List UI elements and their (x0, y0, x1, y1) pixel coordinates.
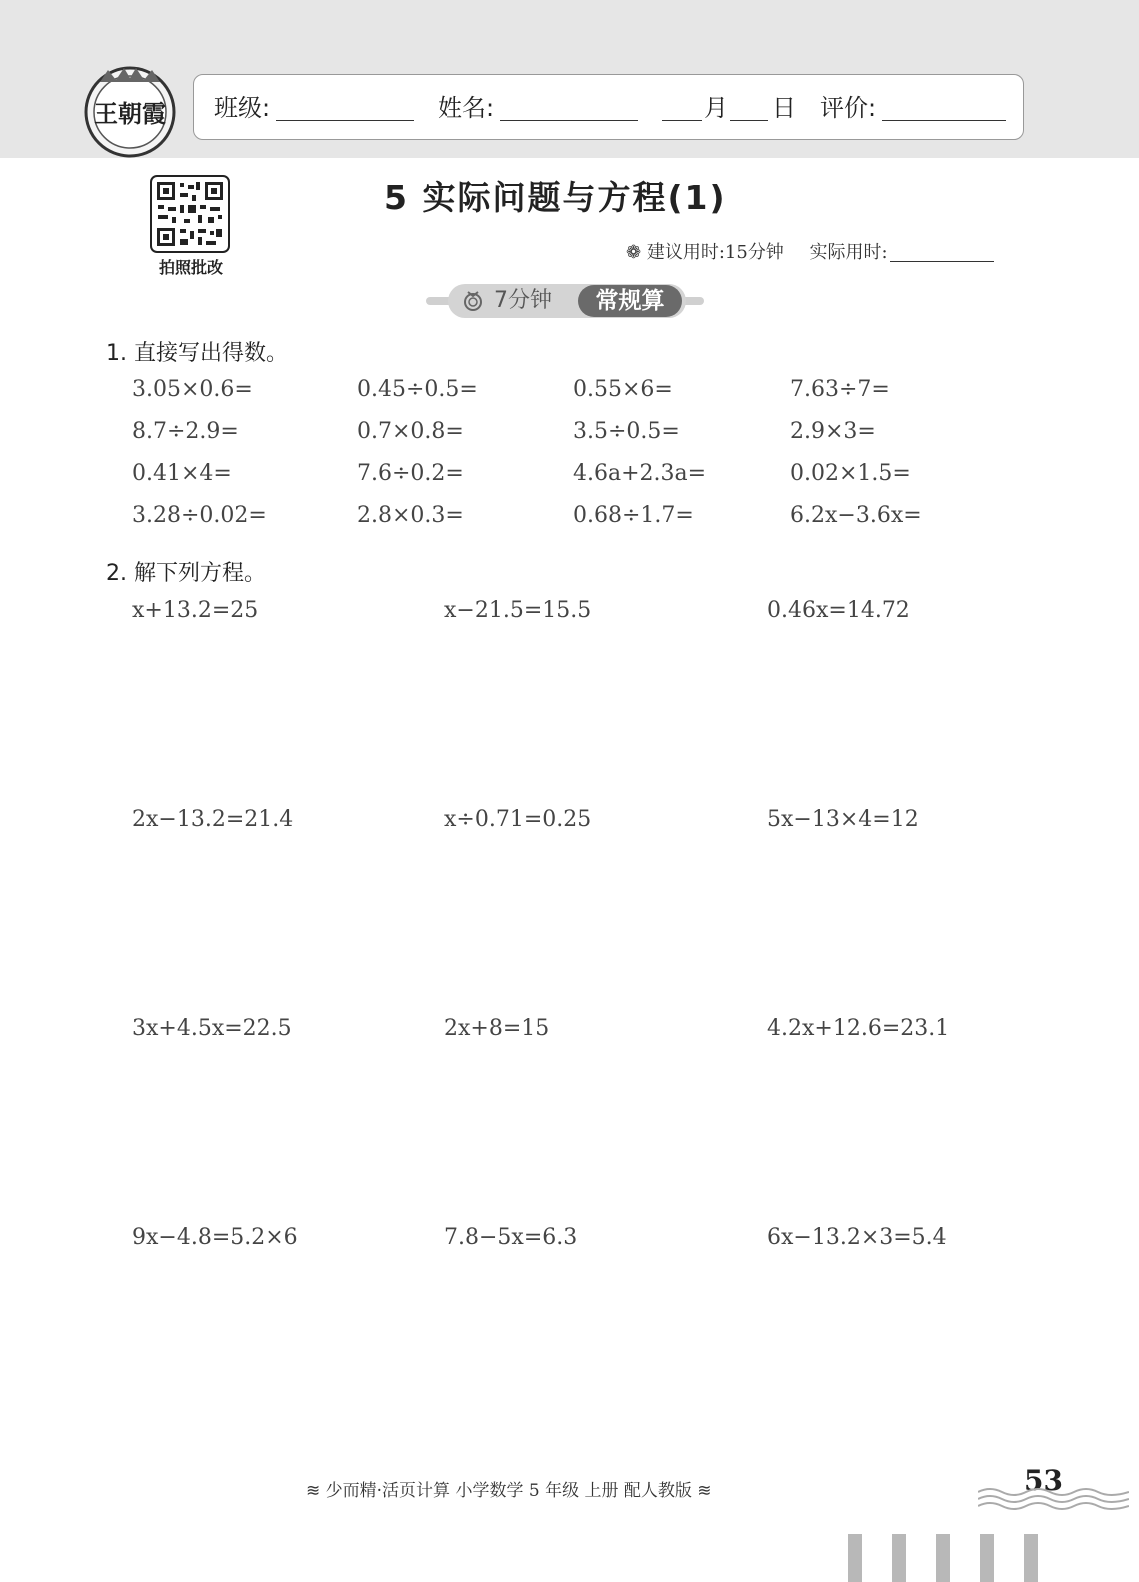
q1-item: 2.9×3= (790, 419, 876, 444)
wave-decoration-icon (978, 1484, 1129, 1514)
class-field[interactable] (276, 120, 414, 121)
q1-item: 6.2x−3.6x= (790, 503, 922, 528)
month-label: 月 (704, 94, 728, 122)
q1-item: 3.5÷0.5= (573, 419, 680, 444)
q1-item: 8.7÷2.9= (132, 419, 239, 444)
q2-equation: 5x−13×4=12 (767, 807, 919, 832)
footer-text: ≋ 少而精·活页计算 小学数学 5 年级 上册 配人教版 ≋ (306, 1481, 712, 1501)
q1-item: 0.7×0.8= (357, 419, 464, 444)
clock-icon: ❁ (626, 242, 642, 263)
class-label: 班级: (214, 94, 271, 122)
page-number: 53 (1024, 1464, 1063, 1497)
q1-item: 0.68÷1.7= (573, 503, 694, 528)
q2-equation: 2x+8=15 (444, 1016, 550, 1041)
time-row (626, 238, 994, 264)
q2-equation: x÷0.71=0.25 (444, 807, 592, 832)
suggested-time-value: 15 (724, 242, 748, 263)
banner-tag: 常规算 (578, 285, 682, 317)
logo-text: 王朝霞 (94, 99, 166, 128)
edge-tab-mark (980, 1534, 994, 1582)
question-1-title: 1. 直接写出得数。 (106, 341, 288, 366)
qr-label: 拍照批改 (158, 258, 223, 277)
day-field[interactable] (730, 120, 768, 121)
q2-equation: 0.46x=14.72 (767, 598, 910, 623)
name-field[interactable] (500, 120, 638, 121)
banner-time: 7分钟 (494, 288, 552, 313)
q1-item: 0.02×1.5= (790, 461, 911, 486)
q2-equation: 6x−13.2×3=5.4 (767, 1225, 947, 1250)
q1-item: 7.6÷0.2= (357, 461, 464, 486)
suggested-time-label: 建议用时: (646, 242, 725, 263)
question-2-title: 2. 解下列方程。 (106, 561, 266, 586)
actual-time-field[interactable] (890, 261, 994, 262)
evaluation-label: 评价: (820, 94, 877, 122)
q1-item: 7.63÷7= (790, 377, 890, 402)
day-label: 日 (772, 94, 796, 122)
q2-equation: x−21.5=15.5 (444, 598, 592, 623)
q2-equation: 4.2x+12.6=23.1 (767, 1016, 950, 1041)
suggested-time-unit: 分钟 (747, 242, 784, 263)
edge-tab-mark (1024, 1534, 1038, 1582)
edge-tab-mark (892, 1534, 906, 1582)
q2-equation: x+13.2=25 (132, 598, 259, 623)
q2-equation: 3x+4.5x=22.5 (132, 1016, 292, 1041)
page-title: 5 实际问题与方程(1) (384, 178, 727, 217)
q1-item: 0.41×4= (132, 461, 232, 486)
q1-item: 3.28÷0.02= (132, 503, 267, 528)
q2-equation: 2x−13.2=21.4 (132, 807, 294, 832)
q1-item: 0.45÷0.5= (357, 377, 478, 402)
qr-code-icon[interactable] (150, 175, 230, 253)
edge-tab-mark (848, 1534, 862, 1582)
medal-icon (462, 290, 484, 312)
student-info-box (193, 74, 1024, 140)
brand-logo (82, 62, 178, 158)
month-field[interactable] (662, 120, 702, 121)
q2-equation: 9x−4.8=5.2×6 (132, 1225, 298, 1250)
q1-item: 0.55×6= (573, 377, 673, 402)
q1-item: 2.8×0.3= (357, 503, 464, 528)
q1-item: 3.05×0.6= (132, 377, 253, 402)
evaluation-field[interactable] (882, 120, 1006, 121)
name-label: 姓名: (438, 94, 495, 122)
banner-pill (448, 284, 686, 318)
q1-item: 4.6a+2.3a= (573, 461, 707, 486)
edge-tab-mark (936, 1534, 950, 1582)
actual-time-label: 实际用时: (809, 242, 888, 263)
q2-equation: 7.8−5x=6.3 (444, 1225, 578, 1250)
section-banner (426, 284, 704, 318)
